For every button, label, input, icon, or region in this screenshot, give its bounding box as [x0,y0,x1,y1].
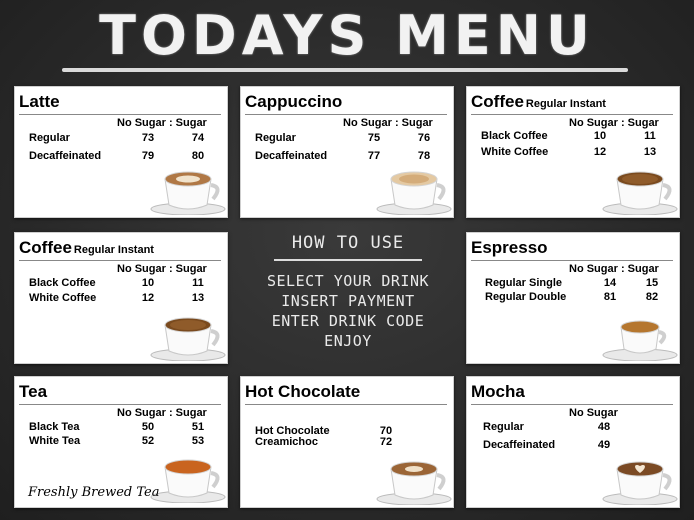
how-to-step: SELECT YOUR DRINK [266,272,430,290]
hot-chocolate-card[interactable]: Hot Chocolate Hot Chocolate 70 Creamichoc 72 [240,376,454,508]
card-title: Latte [19,91,221,115]
espresso-card[interactable]: Espresso No Sugar : Sugar Regular Single 14 15 Regular Double 81 82 [466,232,680,364]
price-header: No Sugar : Sugar [343,117,433,129]
how-to-use-panel [234,230,462,370]
card-title: Mocha [471,381,673,405]
how-to-step: ENJOY [324,332,372,350]
coffee-card[interactable]: Coffee Regular Instant No Sugar : Sugar Black Coffee 10 11 White Coffee 12 13 [466,86,680,218]
coffee-card[interactable]: Coffee Regular Instant No Sugar : Sugar Black Coffee 10 11 White Coffee 12 13 [14,232,228,364]
title-underline [62,68,628,72]
board-title: TODAYS MENU [99,4,595,67]
cappuccino-cup-icon [375,165,453,215]
espresso-cup-icon [601,311,679,361]
price-header: No Sugar [569,407,618,419]
price-header: No Sugar : Sugar [569,263,659,275]
mocha-card[interactable]: Mocha No Sugar Regular 48 Decaffeinated 49 [466,376,680,508]
cappuccino-card[interactable]: Cappuccino No Sugar : Sugar Regular 75 76 Decaffeinated 77 78 [240,86,454,218]
how-to-title: HOW TO USE [291,233,405,253]
card-title: Hot Chocolate [245,381,447,405]
how-to-step: INSERT PAYMENT [281,292,415,310]
card-title: Espresso [471,237,673,261]
coffee-cup-icon [601,165,679,215]
card-title: Coffee Regular Instant [471,91,673,115]
card-title: Coffee Regular Instant [19,237,221,261]
price-header: No Sugar : Sugar [117,407,207,419]
tea-tagline: Freshly Brewed Tea [28,485,160,500]
mocha-cup-icon [601,455,679,505]
tea-cup-icon [149,453,227,503]
price-header: No Sugar : Sugar [117,117,207,129]
how-to-step: ENTER DRINK CODE [271,312,425,330]
how-to-underline [274,259,422,261]
card-title: Tea [19,381,221,405]
price-header: No Sugar : Sugar [569,117,659,129]
coffee-cup-icon [149,311,227,361]
card-title: Cappuccino [245,91,447,115]
latte-card[interactable]: Latte No Sugar : Sugar Regular 73 74 Decaffeinated 79 80 [14,86,228,218]
hot-chocolate-cup-icon [375,455,453,505]
price-header: No Sugar : Sugar [117,263,207,275]
latte-cup-icon [149,165,227,215]
tea-card[interactable]: Tea No Sugar : Sugar Black Tea 50 51 White Tea 52 53 [14,376,228,508]
